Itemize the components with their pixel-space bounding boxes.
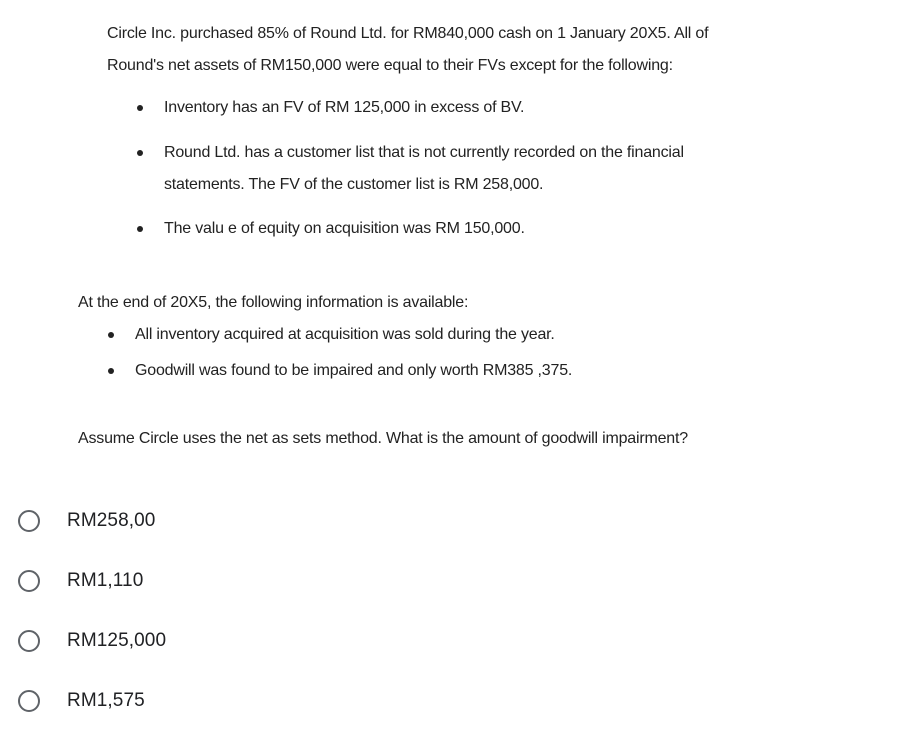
option-4-label: RM1,575 bbox=[67, 690, 145, 711]
option-1-label: RM258,00 bbox=[67, 510, 156, 531]
radio-button-icon[interactable] bbox=[18, 690, 40, 712]
option-1[interactable] bbox=[18, 501, 155, 541]
bullet-dot-icon bbox=[137, 226, 143, 232]
intro-line-2: Round's net assets of RM150,000 were equal to their FVs except for the following: bbox=[107, 57, 673, 74]
fv-bullet-2-line-2: statements. The FV of the customer list is RM 258,000. bbox=[164, 176, 544, 193]
option-3-label: RM125,000 bbox=[67, 630, 167, 651]
option-2-label: RM1,110 bbox=[67, 570, 144, 591]
year-end-bullet-1-text: All inventory acquired at acquisition was sold during the year. bbox=[135, 326, 555, 343]
intro-line-1: Circle Inc. purchased 85% of Round Ltd. for RM840,000 cash on 1 January 20X5. All of bbox=[107, 25, 709, 42]
bullet-dot-icon bbox=[108, 332, 114, 338]
year-end-heading: At the end of 20X5, the following information is available: bbox=[78, 294, 469, 311]
radio-button-icon[interactable] bbox=[18, 510, 40, 532]
bullet-dot-icon bbox=[108, 368, 114, 374]
bullet-dot-icon bbox=[137, 105, 143, 111]
option-4[interactable] bbox=[18, 681, 145, 721]
fv-bullet-2-line-1: Round Ltd. has a customer list that is not currently recorded on the financial bbox=[164, 144, 684, 161]
option-2[interactable] bbox=[18, 561, 143, 601]
fv-bullet-1-line-1: Inventory has an FV of RM 125,000 in excess of BV. bbox=[164, 99, 525, 116]
question-prompt: Assume Circle uses the net as sets method. What is the amount of goodwill impairment? bbox=[78, 430, 688, 447]
radio-button-icon[interactable] bbox=[18, 630, 40, 652]
option-3[interactable] bbox=[18, 621, 166, 661]
bullet-dot-icon bbox=[137, 150, 143, 156]
fv-bullet-3-line-1: The valu e of equity on acquisition was RM 150,000. bbox=[164, 220, 525, 237]
year-end-bullet-2-text: Goodwill was found to be impaired and only worth RM385 ,375. bbox=[135, 362, 573, 379]
radio-button-icon[interactable] bbox=[18, 570, 40, 592]
